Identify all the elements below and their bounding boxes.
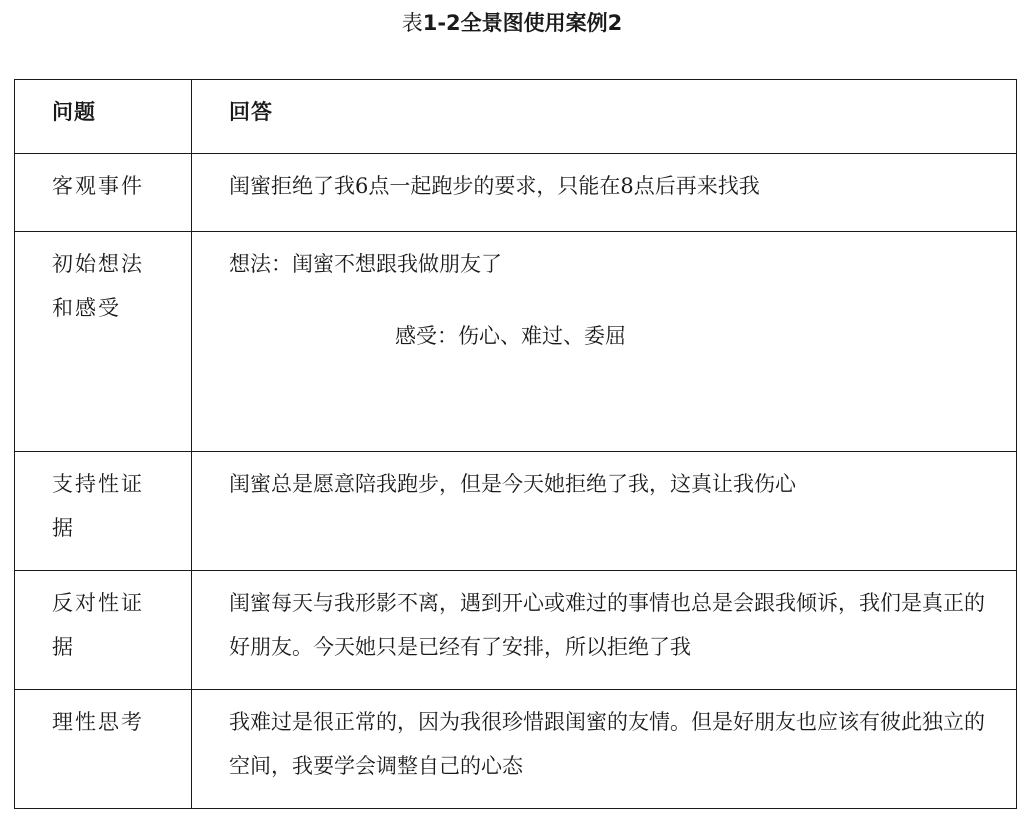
caption-prefix: 表 [401,11,423,35]
answer-cell [192,690,1017,809]
table-row [15,690,1017,809]
table-row [15,452,1017,571]
question-text: 客观事件 [52,174,144,198]
header-question-cell [15,80,192,154]
question-cell [15,690,192,809]
question-cell [15,452,192,571]
caption-title: 1-2全景图使用案例2 [422,11,623,35]
table-row [15,571,1017,690]
answer-feeling: 感受：伤心、难过、委屈 [395,324,626,348]
answer-text: 闺蜜总是愿意陪我跑步，但是今天她拒绝了我，这真让我伤心 [229,472,796,496]
question-text: 反对性证据 [52,591,144,659]
table-caption [0,8,1024,38]
question-cell [15,571,192,690]
answer-content [192,232,1016,358]
question-cell [15,154,192,232]
answer-cell [192,232,1017,452]
answer-cell [192,154,1017,232]
answer-text: 我难过是很正常的，因为我很珍惜跟闺蜜的友情。但是好朋友也应该有彼此独立的空间，我要学会调整自己的心态 [229,710,985,778]
question-text: 理性思考 [52,710,144,734]
question-text: 初始想法和感受 [52,252,144,320]
answer-text: 闺蜜拒绝了我6点一起跑步的要求，只能在8点后再来找我 [229,174,760,198]
table-row [15,232,1017,452]
case-table [14,79,1017,809]
answer-thought: 想法：闺蜜不想跟我做朋友了 [229,252,502,276]
answer-cell [192,571,1017,690]
answer-cell [192,452,1017,571]
table-header-row [15,80,1017,154]
answer-text: 闺蜜每天与我形影不离，遇到开心或难过的事情也总是会跟我倾诉，我们是真正的好朋友。今天她只是已经有了安排，所以拒绝了我 [229,591,985,659]
table-row [15,154,1017,232]
header-answer: 回答 [229,99,273,124]
question-text: 支持性证据 [52,472,144,540]
header-question: 问题 [52,99,96,124]
header-answer-cell [192,80,1017,154]
question-cell [15,232,192,452]
